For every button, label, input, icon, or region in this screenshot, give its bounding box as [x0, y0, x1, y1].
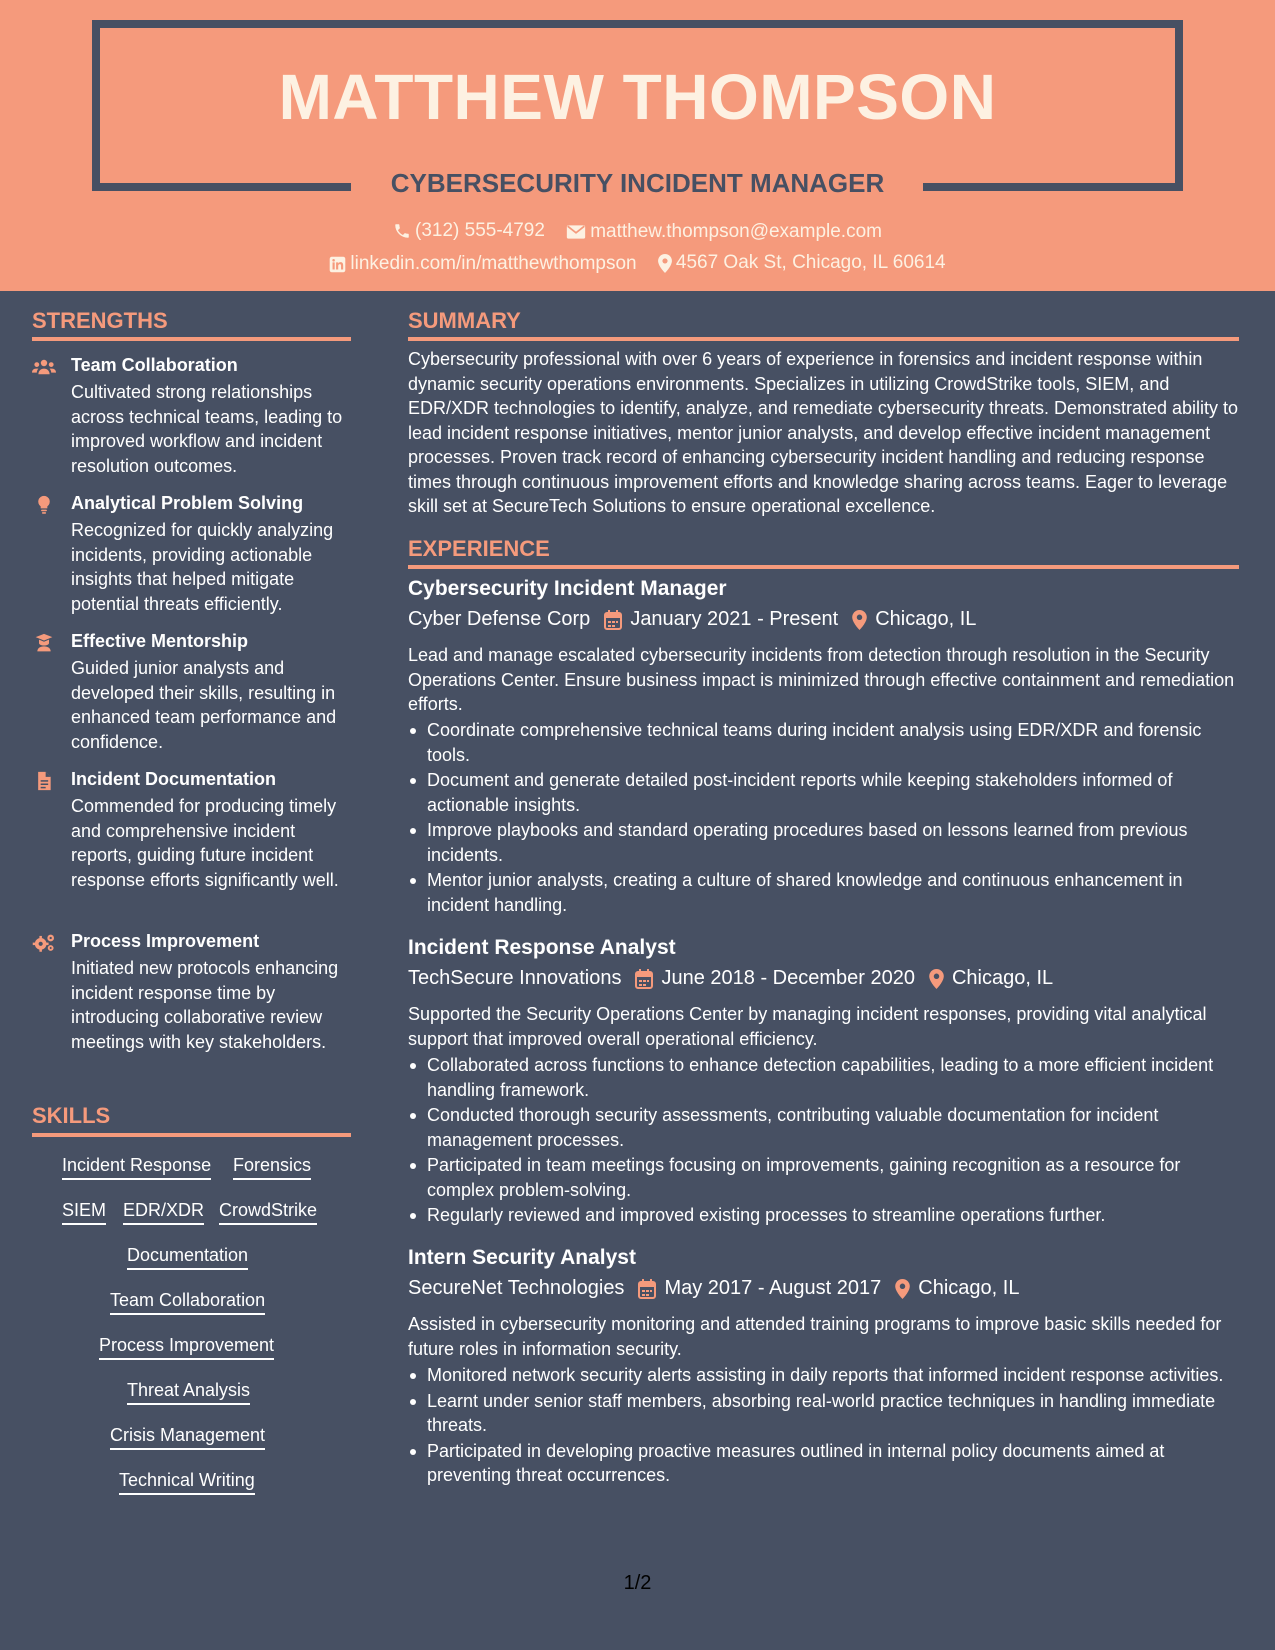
- company-name: SecureNet Technologies: [408, 1277, 625, 1299]
- contact-line-2: [0, 252, 1275, 279]
- phone-text: (312) 555-4792: [415, 220, 545, 241]
- job-bullet: Participated in team meetings focusing on improvements, gaining recognition as a resource for complex problem-solving.: [408, 1153, 1243, 1202]
- strength-title: Incident Documentation: [71, 769, 277, 789]
- job-bullets: [408, 1053, 1243, 1229]
- job-dates: May 2017 - August 2017: [664, 1277, 882, 1299]
- job-location: Chicago, IL: [918, 1277, 1020, 1299]
- phone-icon: [393, 222, 411, 240]
- summary-rule: [408, 337, 1239, 341]
- strength-desc: Initiated new protocols enhancing incident response time by introducing collaborative review meetings with key stakeholders.: [71, 958, 339, 1052]
- email-item[interactable]: [566, 221, 882, 243]
- gears-icon: [32, 933, 56, 953]
- job-bullet: Participated in developing proactive measures outlined in internal policy documents aimed at preventing threat occurrences.: [408, 1439, 1243, 1488]
- skill-tag: CrowdStrike: [219, 1199, 317, 1225]
- job-meta: [408, 967, 1053, 990]
- calendar-icon: [604, 610, 622, 630]
- page-number: 1/2: [623, 1572, 652, 1594]
- skills-rule: [32, 1133, 351, 1137]
- job-meta: [408, 608, 976, 631]
- company-name: Cyber Defense Corp: [408, 608, 591, 630]
- map-pin-icon: [895, 1279, 910, 1299]
- skill-tag: SIEM: [62, 1199, 106, 1225]
- job-meta: [408, 1277, 1019, 1300]
- job-bullet: Collaborated across functions to enhance detection capabilities, leading to a more efficient incident handling framework.: [408, 1053, 1243, 1102]
- skill-tag: Threat Analysis: [127, 1379, 250, 1405]
- calendar-icon: [635, 969, 653, 989]
- strength-desc: Commended for producing timely and comprehensive incident reports, guiding future incident response efforts significantly well.: [71, 796, 339, 890]
- company-name: TechSecure Innovations: [408, 967, 622, 989]
- job-location: Chicago, IL: [951, 967, 1054, 989]
- calendar-icon: [638, 1279, 656, 1299]
- teacher-icon: [32, 633, 56, 653]
- job-bullets: [408, 1363, 1243, 1489]
- job-bullet: Monitored network security alerts assisting in daily reports that informed incident response activities.: [408, 1363, 1243, 1388]
- job-bullets: [408, 718, 1243, 918]
- skill-tag: Incident Response: [62, 1154, 211, 1180]
- address-item: [658, 252, 946, 274]
- skill-tag: Team Collaboration: [110, 1289, 265, 1315]
- experience-rule: [408, 565, 1239, 569]
- strength-desc: Guided junior analysts and developed their skills, resulting in enhanced team performance and confidence.: [71, 658, 337, 752]
- strength-desc: Cultivated strong relationships across technical teams, leading to improved workflow and incident resolution outcomes.: [71, 382, 343, 476]
- strength-title: Team Collaboration: [71, 355, 238, 375]
- envelope-icon: [566, 224, 586, 240]
- job-bullet: Document and generate detailed post-incident reports while keeping stakeholders informed of actionable insights.: [408, 768, 1243, 817]
- email-text: matthew.thompson@example.com: [590, 221, 882, 242]
- skill-tag: Process Improvement: [99, 1334, 274, 1360]
- skill-tag: Technical Writing: [119, 1469, 255, 1495]
- job-title: Incident Response Analyst: [408, 936, 676, 959]
- strength-title: Effective Mentorship: [71, 631, 249, 651]
- job-dates: January 2021 - Present: [630, 608, 839, 630]
- job-description: Lead and manage escalated cybersecurity incidents from detection through resolution in the Security Operations Center. Ensure business impact is minimized through effective containment and remediation efforts.: [408, 645, 1235, 714]
- linkedin-text: linkedin.com/in/matthewthompson: [350, 253, 637, 274]
- experience-heading: EXPERIENCE: [408, 536, 550, 561]
- linkedin-item[interactable]: [329, 253, 636, 275]
- skills-heading: SKILLS: [32, 1103, 111, 1128]
- job-title-heading: CYBERSECURITY INCIDENT MANAGER: [390, 168, 885, 198]
- strengths-rule: [32, 337, 351, 341]
- skill-tag: Crisis Management: [110, 1424, 265, 1450]
- job-title: Intern Security Analyst: [408, 1246, 636, 1269]
- strength-desc: Recognized for quickly analyzing incidents, providing actionable insights that helped mitigate potential threats efficiently.: [71, 520, 334, 614]
- users-icon: [32, 357, 56, 377]
- linkedin-icon: [329, 256, 346, 273]
- job-bullet: Conducted thorough security assessments, contributing valuable documentation for incident management processes.: [408, 1103, 1243, 1152]
- skill-tag: Forensics: [233, 1154, 311, 1180]
- lightbulb-icon: [32, 495, 56, 515]
- summary-heading: SUMMARY: [408, 308, 521, 333]
- job-bullet: Coordinate comprehensive technical teams during incident analysis using EDR/XDR and forensic tools.: [408, 718, 1243, 767]
- address-text: 4567 Oak St, Chicago, IL 60614: [675, 252, 946, 273]
- job-bullet: Regularly reviewed and improved existing processes to streamline operations further.: [408, 1203, 1243, 1228]
- contact-line-1: [0, 220, 1275, 246]
- header-banner: [0, 0, 1275, 291]
- job-dates: June 2018 - December 2020: [661, 967, 915, 989]
- summary-text: Cybersecurity professional with over 6 years of experience in forensics and incident response within dynamic security operations environments. Specializes in utilizing CrowdStrike tools, SIEM, and EDR/XDR technologies to identify, analyze, and remediate cybersecurity threats. Demonstrated ability to lead incident response initiatives, mentor junior analysts, and develop effective incident management processes. Proven track record of enhancing cybersecurity incident handling and reducing response times through continuous improvement efforts and knowledge sharing across teams. Eager to leverage skill set at SecureTech Solutions to ensure operational excellence.: [408, 349, 1239, 516]
- map-pin-icon: [852, 610, 867, 630]
- job-description: Supported the Security Operations Center by managing incident responses, providing vital analytical support that improved overall operational efficiency.: [408, 1004, 1207, 1049]
- skill-tag: EDR/XDR: [123, 1199, 204, 1225]
- document-icon: [32, 771, 56, 791]
- phone-item[interactable]: [393, 220, 545, 242]
- candidate-name: MATTHEW THOMPSON: [278, 61, 997, 133]
- job-bullet: Improve playbooks and standard operating procedures based on lessons learned from previous incidents.: [408, 818, 1243, 867]
- map-pin-icon: [658, 254, 672, 273]
- job-description: Assisted in cybersecurity monitoring and attended training programs to improve basic skills needed for future roles in information security.: [408, 1314, 1222, 1359]
- job-bullet: Mentor junior analysts, creating a culture of shared knowledge and continuous enhancement in incident handling.: [408, 868, 1243, 917]
- job-title: Cybersecurity Incident Manager: [408, 577, 727, 600]
- job-location: Chicago, IL: [875, 608, 977, 630]
- strengths-heading: STRENGTHS: [32, 308, 168, 333]
- skill-tag: Documentation: [127, 1244, 248, 1270]
- job-bullet: Learnt under senior staff members, absorbing real-world practice techniques in handling immediate threats.: [408, 1389, 1243, 1438]
- strength-title: Process Improvement: [71, 931, 260, 951]
- strength-title: Analytical Problem Solving: [71, 493, 304, 513]
- map-pin-icon: [929, 969, 944, 989]
